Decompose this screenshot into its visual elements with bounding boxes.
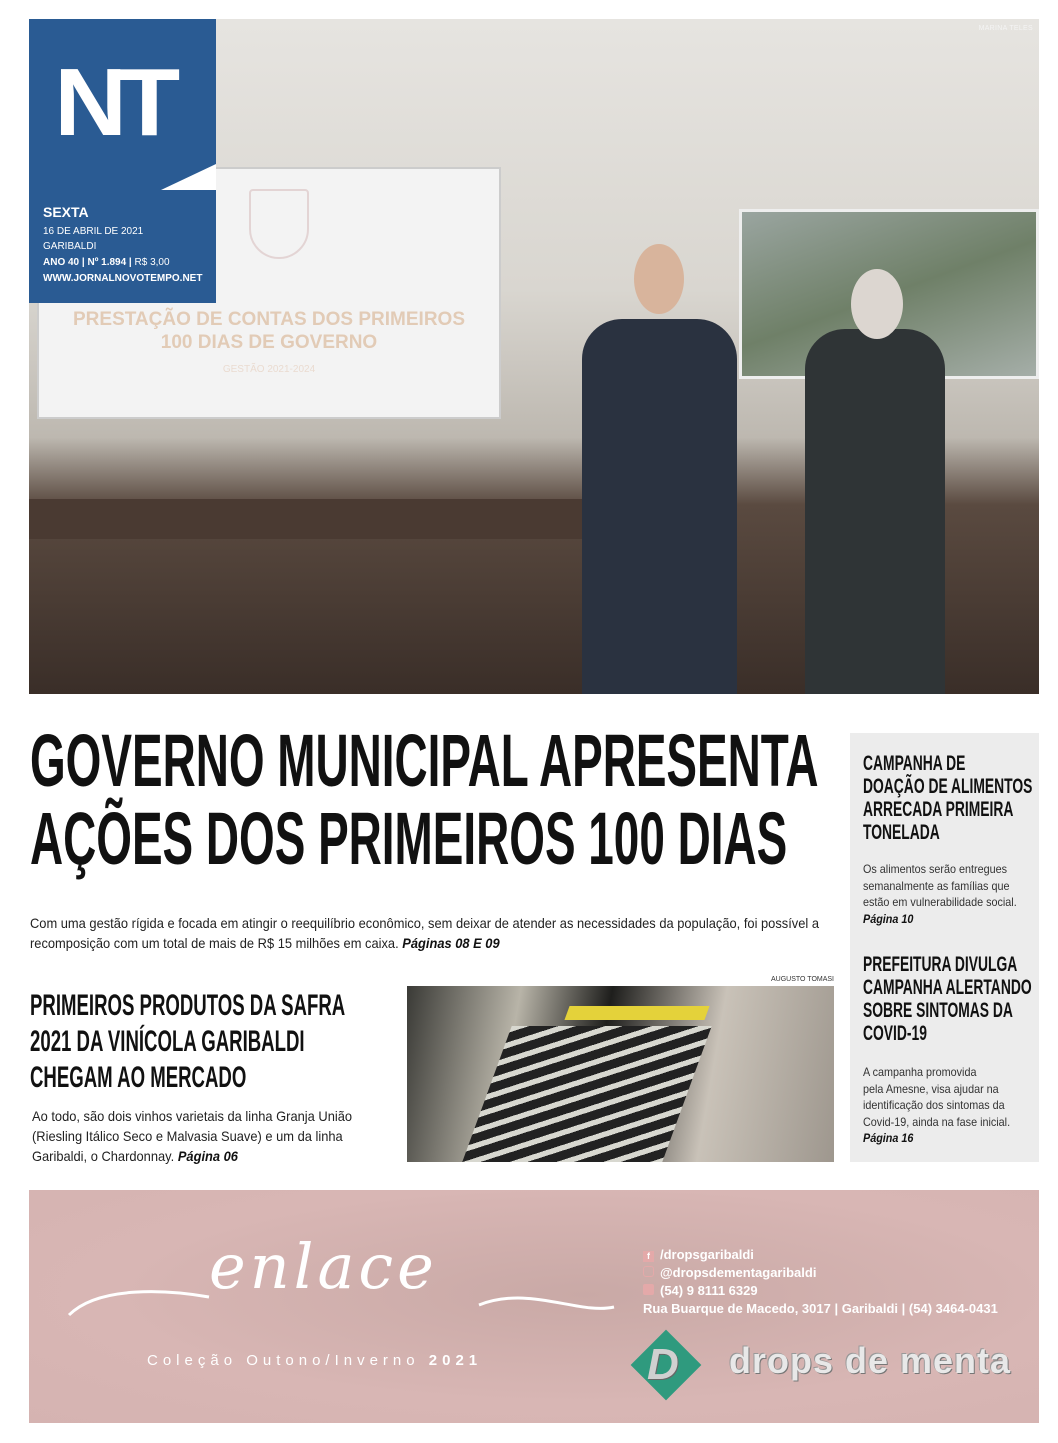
page-reference[interactable]: Página 16 [863,1131,914,1145]
whatsapp-number[interactable]: (54) 9 8111 6329 [660,1283,758,1298]
advertisement[interactable]: enlace Coleção Outono/Inverno 2021 f /dropsgaribaldi @dropsdementagaribaldi (54) 9 8111 6329 Rua Buarque de Macedo, 3017 | Garibaldi | (54) 3464-0431 D drops de menta [29,1190,1039,1423]
headline-line: DOAÇÃO DE ALIMENTOS [863,775,1033,798]
table [29,499,589,539]
contact-info [643,1246,998,1318]
bottle-caps [564,1006,709,1020]
second-headline[interactable] [30,988,345,1096]
headline-line: PREFEITURA DIVULGA [863,953,1018,976]
main-headline[interactable] [30,719,819,880]
person-left [582,319,737,694]
headline-line: CAMPANHA DE [863,752,966,775]
city: GARIBALDI [43,241,97,252]
headline-line: 2021 DA VINÍCOLA GARIBALDI [30,1025,305,1058]
body-line: identificação dos sintomas da [863,1098,1005,1112]
headline-line: COVID-19 [863,1022,927,1045]
collection-year: 2021 [428,1352,483,1369]
body-line: Os alimentos serão entregues [863,862,1008,876]
collection-text [147,1352,482,1369]
photo-credit: AUGUSTO TOMASI [770,976,834,983]
price: R$ 3,00 [134,257,170,268]
drops-de-menta-logo: drops de menta [729,1340,1012,1381]
body-line: A campanha promovida [863,1065,977,1079]
person-right [805,329,945,694]
screen-line-3: GESTÃO 2021-2024 [222,364,316,375]
person-left-head [634,244,684,314]
body-line: Covid-19, ainda na fase inicial. [863,1114,1011,1129]
facebook-handle[interactable]: /dropsgaribaldi [660,1247,754,1262]
headline-line: AÇÕES DOS PRIMEIROS 100 DIAS [30,797,788,880]
body-line: estão em vulnerabilidade social. [863,895,1017,909]
headline-line: CAMPANHA ALERTANDO [863,976,1032,999]
page-reference[interactable]: Página 10 [863,911,914,926]
screen-line-1: PRESTAÇÃO DE CONTAS DOS PRIMEIROS [73,309,465,330]
body-line: (Riesling Itálico Seco e Malvasia Suave) e um da linha [32,1128,343,1144]
instagram-handle[interactable]: @dropsdementagaribaldi [660,1265,817,1280]
headline-line: PRIMEIROS PRODUTOS DA SAFRA [30,989,346,1022]
wine-bottles [462,1026,711,1162]
issue-number: ANO 40 | Nº 1.894 | [43,257,132,268]
headline-line: CHEGAM AO MERCADO [30,1061,247,1094]
sidebar [850,733,1039,1162]
person-right-head [851,269,903,339]
headline-line: GOVERNO MUNICIPAL APRESENTA [30,719,819,802]
body-line: Ao todo, são dois vinhos varietais da linha Granja União [32,1108,353,1124]
sidebar-headline[interactable] [863,752,1032,844]
whatsapp-icon [643,1284,654,1295]
date: 16 DE ABRIL DE 2021 [43,226,144,237]
facebook-icon: f [643,1251,654,1262]
coat-of-arms-icon [249,189,309,259]
main-story-body [30,913,819,953]
newspaper-logo[interactable]: NT [54,49,172,156]
second-story-body [32,1106,352,1166]
screen-line-2: 100 DIAS DE GOVERNO [160,332,378,353]
website[interactable]: WWW.JORNALNOVOTEMPO.NET [43,273,203,284]
photo-credit: MARINA TELES [978,25,1033,32]
headline-line: ARRECADA PRIMEIRA [863,798,1014,821]
body-line: pela Amesne, visa ajudar na [863,1081,999,1096]
masthead [29,19,216,303]
headline-line: SOBRE SINTOMAS DA [863,999,1013,1022]
body-line: Garibaldi, o Chardonnay. [32,1148,175,1164]
body-line: semanalmente as famílias que [863,878,1010,893]
sidebar-body [863,1064,1010,1147]
collection-name: Coleção Outono/Inverno [147,1352,420,1369]
wine-photo [407,986,834,1162]
sidebar-headline[interactable] [863,953,1032,1045]
enlace-logo: enlace [209,1230,438,1303]
address: Rua Buarque de Macedo, 3017 | Garibaldi | (54) 3464-0431 [643,1301,998,1316]
instagram-icon [643,1266,654,1277]
body-line: Com uma gestão rígida e focada em atingir o reequilíbrio econômico, sem deixar de atender as necessidades da população, foi possível a [30,915,820,931]
issue-info [43,257,170,268]
page-reference[interactable]: Página 06 [177,1148,238,1164]
page-reference[interactable]: Páginas 08 E 09 [402,935,500,951]
day: SEXTA [43,204,89,220]
sidebar-body [863,861,1017,927]
headline-line: TONELADA [863,821,940,844]
body-line: recomposição com um total de mais de R$ 15 milhões em caixa. [30,935,399,951]
logo-slash [161,164,216,190]
